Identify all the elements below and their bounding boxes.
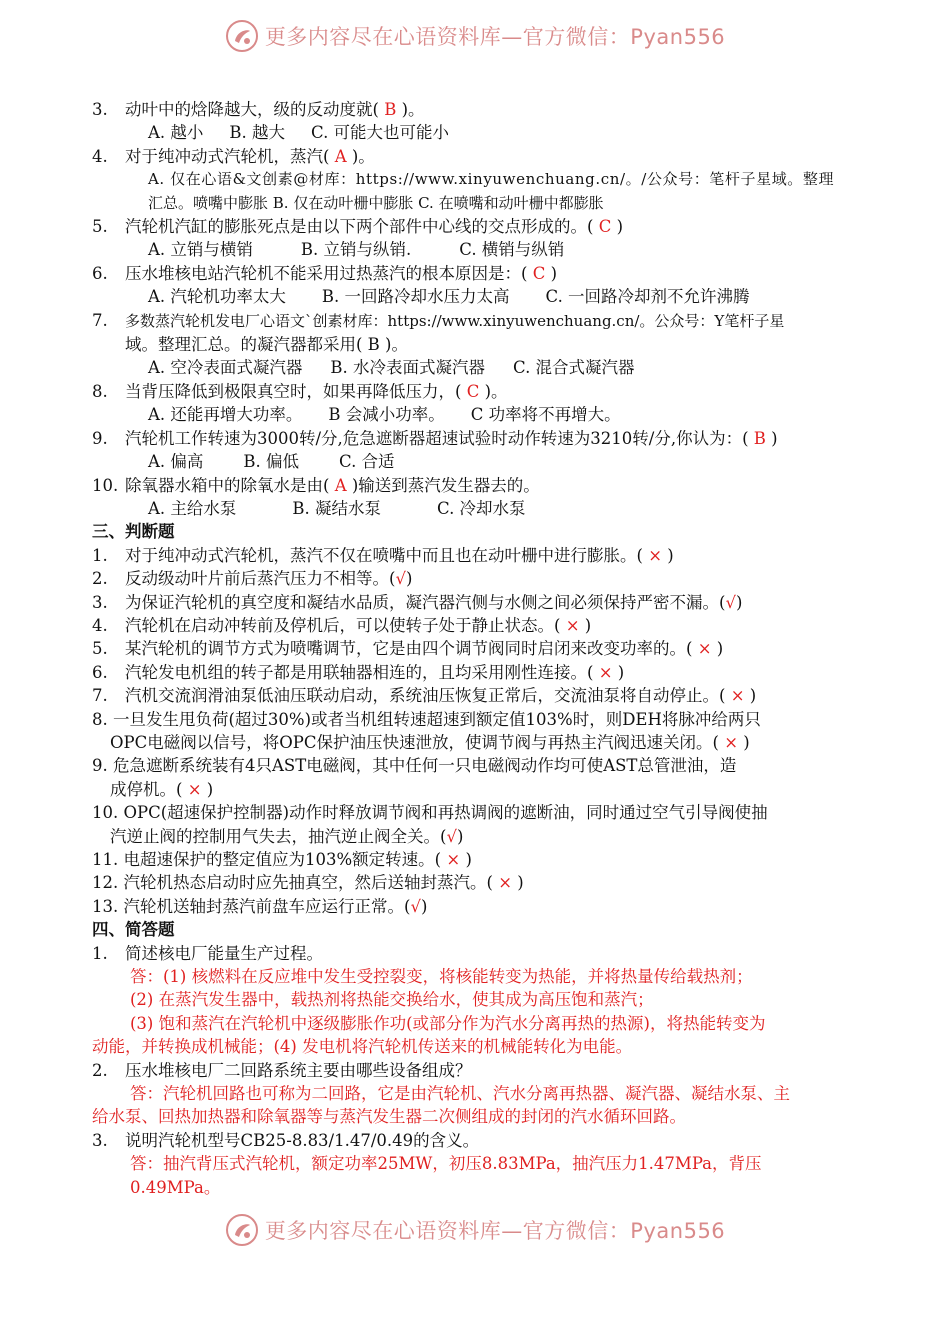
tf-item: [92, 637, 882, 660]
option: C. 横销与纵销: [459, 240, 565, 260]
question-stem-end: ): [550, 263, 557, 283]
question-stem-end: )。: [351, 146, 375, 166]
tf-item-continued: [92, 825, 882, 848]
tf-item: [92, 871, 882, 894]
tf-item: [92, 591, 882, 614]
answer-mark: ×: [565, 615, 580, 635]
option: C. 合适: [339, 452, 395, 472]
short-question: [92, 942, 882, 965]
option: A. 偏高: [148, 452, 204, 472]
question-stem-end: ): [616, 217, 623, 237]
tf-item: [92, 848, 882, 871]
tf-item: [92, 895, 882, 918]
item-text: 成停机。(: [110, 779, 183, 799]
mc-question: [92, 262, 882, 285]
question-number: 4.: [92, 146, 108, 166]
tf-item: [92, 567, 882, 590]
brand-logo-icon: [225, 1213, 259, 1247]
item-text-end: ): [206, 779, 214, 799]
option: A. 立销与横销: [148, 240, 253, 260]
item-number: 2.: [92, 569, 108, 589]
option: C. 冷却水泵: [437, 498, 526, 518]
item-text: OPC电磁阀以信号，将OPC保护油压快速泄放，使调节阀与再热主汽阀迅速关闭。(: [110, 732, 719, 752]
answer-letter: A: [334, 146, 347, 166]
question-text: 说明汽轮机型号CB25-8.83/1.47/0.49的含义。: [125, 1130, 480, 1150]
mc-question: [92, 474, 882, 497]
answer-text: 答：抽汽背压式汽轮机，额定功率25MW，初压8.83MPa，抽汽压力1.47MPa，背压: [130, 1154, 762, 1174]
item-text-end: ): [420, 896, 428, 916]
answer-text: 给水泵、回热加热器和除氧器等与蒸汽发生器二次侧组成的封闭的汽水循环回路。: [92, 1107, 686, 1127]
option: C. 混合式凝汽器: [513, 358, 635, 378]
answer-mark: ×: [730, 686, 745, 706]
item-number: 6.: [92, 662, 108, 682]
item-text-end: ): [405, 569, 413, 589]
item-number: 1.: [92, 545, 108, 565]
question-number: 8.: [92, 381, 108, 401]
item-number: 5.: [92, 639, 108, 659]
answer-text: 动能，并转换成机械能；(4) 发电机将汽轮机传送来的机械能转化为电能。: [92, 1037, 633, 1057]
short-question: [92, 1129, 882, 1152]
answer-mark: ×: [598, 662, 613, 682]
item-text-end: ): [735, 592, 743, 612]
answer-text: 答：汽轮机回路也可称为二回路，它是由汽轮机、汽水分离再热器、凝汽器、凝结水泵、主: [130, 1084, 790, 1104]
answer-text: (3) 饱和蒸汽在汽轮机中逐级膨胀作功(或部分作为汽水分离再热的热源)，将热能转变为: [130, 1013, 766, 1033]
brand-logo-icon: [225, 19, 259, 53]
option: C. 一回路冷却剂不允许沸腾: [545, 287, 750, 307]
mc-question: [92, 380, 882, 403]
answer-mark: ×: [648, 545, 663, 565]
item-text-end: ): [617, 662, 625, 682]
question-stem: 多数蒸汽轮机发电厂心语文`创素材库：https://www.xinyuwenchuang.cn/。公众号：Y笔杆子星: [125, 311, 785, 330]
option: A. 越小: [148, 123, 204, 143]
option: A. 汽轮机功率太大: [148, 287, 286, 307]
answer-mark: √: [446, 826, 457, 846]
option: B. 凝结水泵: [292, 498, 382, 518]
question-stem: 压水堆核电站汽轮机不能采用过热蒸汽的根本原因是：(: [125, 263, 528, 283]
answer-mark: √: [725, 592, 736, 612]
question-stem-end: )输送到蒸汽发生器去的。: [351, 475, 540, 495]
question-number: 1.: [92, 943, 108, 963]
option: B. 越大: [229, 123, 286, 143]
question-stem-end: )。: [484, 381, 508, 401]
question-stem: 动叶中的焓降越大，级的反动度就(: [125, 100, 379, 119]
option: B. 立销与纵销.: [300, 240, 412, 260]
option-row: [92, 497, 882, 520]
document-body: [92, 98, 882, 1199]
mc-question: [92, 309, 882, 333]
item-text-end: ): [667, 545, 674, 565]
option: A. 还能再增大功率。: [148, 405, 303, 425]
question-number: 3.: [92, 100, 108, 119]
section-title: 三、判断题: [92, 522, 175, 542]
question-text: 简述核电厂能量生产过程。: [125, 943, 323, 963]
option-row: [92, 238, 882, 261]
tf-item: [92, 684, 882, 707]
tf-item: 8. 一旦发生甩负荷(超过30%)或者当机组转速超速到额定值103%时，则DEH将脉冲给两只: [92, 709, 761, 729]
question-stem: 当背压降低到极限真空时，如果再降低压力，(: [125, 381, 462, 401]
item-text: 汽机交流润滑油泵低油压联动启动，系统油压恢复正常后，交流油泵将自动停止。(: [125, 686, 726, 706]
option-row: A. 仅在心语&文创素@材库：https://www.xinyuwenchuang.cn/。/公众号：笔杆子星域。整理: [148, 170, 835, 189]
answer-mark: ×: [446, 850, 461, 869]
item-number: 3.: [92, 592, 108, 612]
answer-mark: ×: [697, 639, 712, 659]
option: B. 水冷表面式凝汽器: [330, 358, 486, 378]
question-stem-continued: 域。整理汇总。的凝汽器都采用( B )。: [125, 335, 408, 355]
tf-item: [92, 614, 882, 637]
answer-mark: √: [395, 569, 406, 589]
item-text: 汽轮发电机组的转子都是用联轴器相连的，且均采用刚性连接。(: [125, 662, 594, 682]
question-number: 6.: [92, 263, 108, 283]
option-row: [92, 403, 882, 426]
answer-text: (2) 在蒸汽发生器中，载热剂将热能交换给水，使其成为高压饱和蒸汽；: [130, 990, 654, 1010]
tf-item: [92, 661, 882, 684]
option-row: 汇总。喷嘴中膨胀 B. 仅在动叶栅中膨胀 C. 在喷嘴和动叶栅中都膨胀: [148, 193, 604, 212]
question-stem-end: ): [771, 428, 778, 448]
banner-text: 更多内容尽在心语资料库—官方微信：Pyan556: [264, 1219, 726, 1243]
item-text: 汽轮机在启动冲转前及停机后，可以使转子处于静止状态。(: [125, 615, 561, 635]
short-question: [92, 1059, 882, 1082]
item-text: 反动级动叶片前后蒸汽压力不相等。(: [125, 569, 396, 589]
item-text-end: ): [456, 826, 464, 846]
answer-letter: C: [598, 217, 612, 237]
question-stem: 除氧器水箱中的除氧水是由(: [125, 475, 330, 495]
option-row: [92, 450, 882, 473]
item-text-end: ): [517, 873, 524, 893]
item-text: 为保证汽轮机的真空度和凝结水品质，凝汽器汽侧与水侧之间必须保持严密不漏。(: [125, 592, 726, 612]
question-text: 压水堆核电厂二回路系统主要由哪些设备组成？: [125, 1060, 472, 1080]
question-number: 3.: [92, 1130, 108, 1150]
item-text-end: ): [749, 686, 757, 706]
mc-question: [92, 215, 882, 238]
footer-banner: [0, 1210, 950, 1250]
answer-text: 0.49MPa。: [130, 1177, 221, 1197]
banner-text: 更多内容尽在心语资料库—官方微信：Pyan556: [264, 25, 726, 49]
option: C. 可能大也可能小: [311, 123, 450, 143]
option: B. 偏低: [243, 452, 300, 472]
option-row: [92, 356, 882, 379]
tf-item-continued: [92, 778, 882, 801]
option: A. 空冷表面式凝汽器: [148, 358, 303, 378]
answer-mark: ×: [187, 779, 202, 799]
answer-letter: B: [384, 100, 397, 119]
answer-letter: C: [466, 381, 480, 401]
item-text-end: ): [584, 615, 592, 635]
answer-letter: C: [532, 263, 546, 283]
tf-item: 10. OPC(超速保护控制器)动作时释放调节阀和再热调阀的遮断油，同时通过空气引导阀使抽: [92, 803, 768, 823]
answer-mark: ×: [724, 732, 739, 752]
question-number: 2.: [92, 1060, 108, 1080]
option-row: [92, 285, 882, 308]
option: A. 主给水泵: [148, 498, 237, 518]
question-stem: 汽轮机汽缸的膨胀死点是由以下两个部件中心线的交点形成的。(: [125, 217, 594, 237]
answer-mark: √: [410, 896, 421, 916]
mc-question: [92, 145, 882, 168]
item-number: 4.: [92, 615, 108, 635]
header-banner: [0, 16, 950, 56]
mc-question: [92, 98, 882, 121]
question-number: 5.: [92, 217, 108, 237]
option: B 会减小功率。: [328, 405, 445, 425]
item-text-end: ): [465, 850, 472, 869]
mc-question: [92, 427, 882, 450]
question-stem: 对于纯冲动式汽轮机，蒸汽(: [125, 146, 330, 166]
item-text: 12. 汽轮机热态启动时应先抽真空，然后送轴封蒸汽。(: [92, 873, 493, 893]
item-number: 7.: [92, 686, 108, 706]
section-title: 四、简答题: [92, 920, 175, 940]
option: B. 一回路冷却水压力太高: [321, 287, 510, 307]
item-text: 汽逆止阀的控制用气失去，抽汽逆止阀全关。(: [110, 826, 447, 846]
option-row: [92, 121, 882, 144]
question-stem: 汽轮机工作转速为3000转/分,危急遮断器超速试验时动作转速为3210转/分,你认为：(: [125, 428, 749, 448]
item-text: 11. 电超速保护的整定值应为103%额定转速。(: [92, 850, 442, 869]
item-text: 13. 汽轮机送轴封蒸汽前盘车应运行正常。(: [92, 896, 411, 916]
item-text-end: ): [716, 639, 724, 659]
answer-mark: ×: [498, 873, 513, 893]
question-stem-end: )。: [401, 100, 425, 119]
answer-letter: A: [334, 475, 347, 495]
question-number: 7.: [92, 310, 108, 330]
question-number: 10.: [92, 475, 119, 495]
option: C 功率将不再增大。: [470, 405, 621, 425]
item-text-end: ): [743, 732, 750, 752]
tf-item-continued: [92, 731, 882, 754]
tf-item: [92, 544, 882, 567]
answer-letter: B: [753, 428, 766, 448]
tf-item: 9. 危急遮断系统装有4只AST电磁阀，其中任何一只电磁阀动作均可使AST总管泄油，造: [92, 756, 737, 776]
answer-text: 答：(1) 核燃料在反应堆中发生受控裂变，将核能转变为热能，并将热量传给载热剂；: [130, 967, 753, 987]
item-text: 对于纯冲动式汽轮机，蒸汽不仅在喷嘴中而且也在动叶栅中进行膨胀。(: [125, 545, 643, 565]
question-number: 9.: [92, 428, 108, 448]
item-text: 某汽轮机的调节方式为喷嘴调节，它是由四个调节阀同时启闭来改变功率的。(: [125, 639, 693, 659]
